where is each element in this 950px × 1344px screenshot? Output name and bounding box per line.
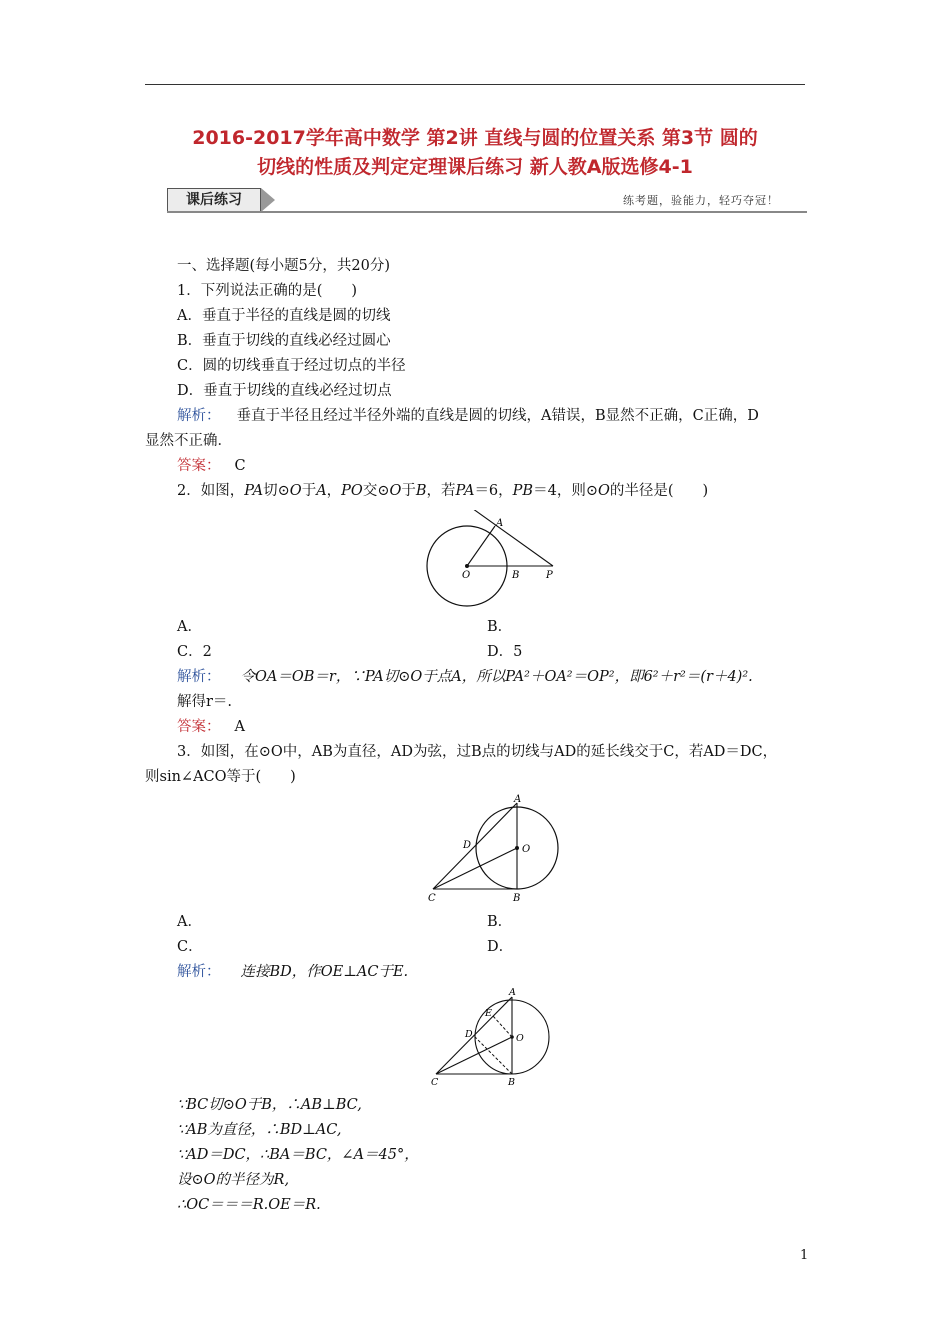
q1-analysis <box>177 406 759 426</box>
q2-stem-part: 交⊙ <box>362 483 390 499</box>
q2-stem-part: O <box>389 483 402 499</box>
section-heading: 一、选择题(每小题5分，共20分) <box>177 258 390 274</box>
q2-stem-part: 切⊙ <box>263 483 290 499</box>
q3-option-c: C． <box>177 939 203 955</box>
label-b: B <box>508 1077 515 1088</box>
q2-answer <box>177 717 245 737</box>
analysis-label: 解析： <box>177 669 221 685</box>
q2-option-b: B． <box>487 619 513 635</box>
q3-option-b: B． <box>487 914 513 930</box>
tangent-pa <box>469 510 553 566</box>
center-dot <box>510 1035 514 1039</box>
q2-stem-part: ＝4，则⊙ <box>533 483 598 499</box>
label-a: A <box>514 794 522 805</box>
q3-step-1: ∵BC切⊙O于B，∴AB⊥BC, <box>177 1097 362 1113</box>
q3-analysis <box>177 962 408 982</box>
label-e: E <box>485 1008 492 1019</box>
label-b: B <box>512 570 520 581</box>
q3-option-a: A． <box>177 914 202 930</box>
q1-answer-value: C <box>234 458 246 474</box>
label-c: C <box>428 893 436 904</box>
section-banner <box>167 188 807 212</box>
q2-option-a: A． <box>177 619 202 635</box>
q2-stem-part: O <box>289 483 302 499</box>
q3-figure <box>423 793 573 905</box>
q2-stem-part: PA <box>455 483 475 499</box>
segment-oc <box>436 1037 512 1074</box>
banner-slogan: 练考题，验能力，轻巧夺冠！ <box>623 194 779 207</box>
q3-analysis-figure <box>428 985 558 1088</box>
q1-answer <box>177 456 246 476</box>
q2-stem-part: 的半径是( ) <box>609 483 709 499</box>
q2-stem-part: PO <box>341 483 363 499</box>
q3-stem-line1: 3．如图，在⊙O中，AB为直径，AD为弦，过B点的切线与AD的延长线交于C，若AD＝DC， <box>177 744 778 760</box>
q2-stem-part: ，若 <box>426 483 456 499</box>
tab-decoration <box>261 188 275 212</box>
q3-step-5: ∴OC＝＝＝R.OE＝R. <box>177 1197 321 1213</box>
q1-option-d: D．垂直于切线的直线必经过切点 <box>177 383 392 399</box>
q2-stem-part: 于 <box>401 483 416 499</box>
label-a: A <box>496 518 504 529</box>
q1-option-a: A．垂直于半径的直线是圆的切线 <box>177 308 391 324</box>
answer-label: 答案： <box>177 719 221 735</box>
q2-figure <box>425 510 565 610</box>
segment-oc <box>433 848 517 889</box>
analysis-label: 解析： <box>177 408 221 424</box>
q2-stem-part: 2．如图， <box>177 483 245 499</box>
label-o: O <box>462 570 471 581</box>
center-dot <box>515 846 519 850</box>
q2-analysis-cont: 解得r＝. <box>177 694 233 710</box>
q2-stem-part: PA <box>244 483 264 499</box>
q3-analysis-text: 连接BD，作OE⊥AC于E. <box>240 964 409 980</box>
label-d: D <box>465 1029 473 1040</box>
q1-option-c: C．圆的切线垂直于经过切点的半径 <box>177 358 406 374</box>
radius-oa <box>467 526 495 566</box>
label-c: C <box>431 1077 439 1088</box>
q3-stem-line2: 则sin∠ACO等于( ) <box>145 769 296 785</box>
answer-label: 答案： <box>177 458 221 474</box>
q3-step-3: ∵AD＝DC，∴BA＝BC，∠A＝45°， <box>177 1147 419 1163</box>
q2-stem-part: A <box>316 483 327 499</box>
q2-stem-part: ＝6， <box>474 483 513 499</box>
q2-option-d: D．5 <box>487 644 523 660</box>
q2-answer-value: A <box>234 719 245 735</box>
label-d: D <box>463 840 472 851</box>
page-number: 1 <box>800 1248 809 1263</box>
q3-step-2: ∵AB为直径，∴BD⊥AC, <box>177 1122 342 1138</box>
q1-analysis-cont: 显然不正确． <box>145 433 232 449</box>
q2-stem-part: 于 <box>301 483 317 499</box>
analysis-label: 解析： <box>177 964 221 980</box>
q2-option-c: C．2 <box>177 644 212 660</box>
q3-step-4: 设⊙O的半径为R, <box>177 1172 290 1188</box>
label-p: P <box>546 570 553 581</box>
center-dot <box>465 564 469 568</box>
q3-option-d: D． <box>487 939 514 955</box>
q2-stem-part: O <box>597 483 610 499</box>
q2-analysis-text: 令OA＝OB＝r，∵PA切⊙O于点A，所以PA²＋OA²＝OP²，即6²＋r²＝(r＋4)². <box>240 669 753 685</box>
label-o: O <box>516 1033 524 1044</box>
q1-option-b: B．垂直于切线的直线必经过圆心 <box>177 333 391 349</box>
q2-stem-part: B <box>415 483 427 499</box>
q1-analysis-text: 垂直于半径且经过半径外端的直线是圆的切线，A错误，B显然不正确，C正确，D <box>236 408 759 424</box>
q2-analysis <box>177 667 753 687</box>
label-b: B <box>513 893 521 904</box>
document-title-line1: 2016-2017学年高中数学 第2讲 直线与圆的位置关系 第3节 圆的 <box>192 127 758 149</box>
document-title-line2: 切线的性质及判定定理课后练习 新人教A版选修4-1 <box>257 156 693 178</box>
q1-stem: 1．下列说法正确的是( ) <box>177 283 358 299</box>
q2-stem-part: PB <box>512 483 534 499</box>
q2-stem-part: ， <box>326 483 342 499</box>
label-o: O <box>522 844 531 855</box>
line-ac <box>433 803 517 889</box>
exercise-tab-label: 课后练习 <box>167 188 261 212</box>
label-a: A <box>509 987 516 998</box>
banner-underline <box>167 211 807 213</box>
top-rule <box>145 84 805 85</box>
segment-oe <box>493 1016 512 1037</box>
q2-stem <box>177 481 708 501</box>
